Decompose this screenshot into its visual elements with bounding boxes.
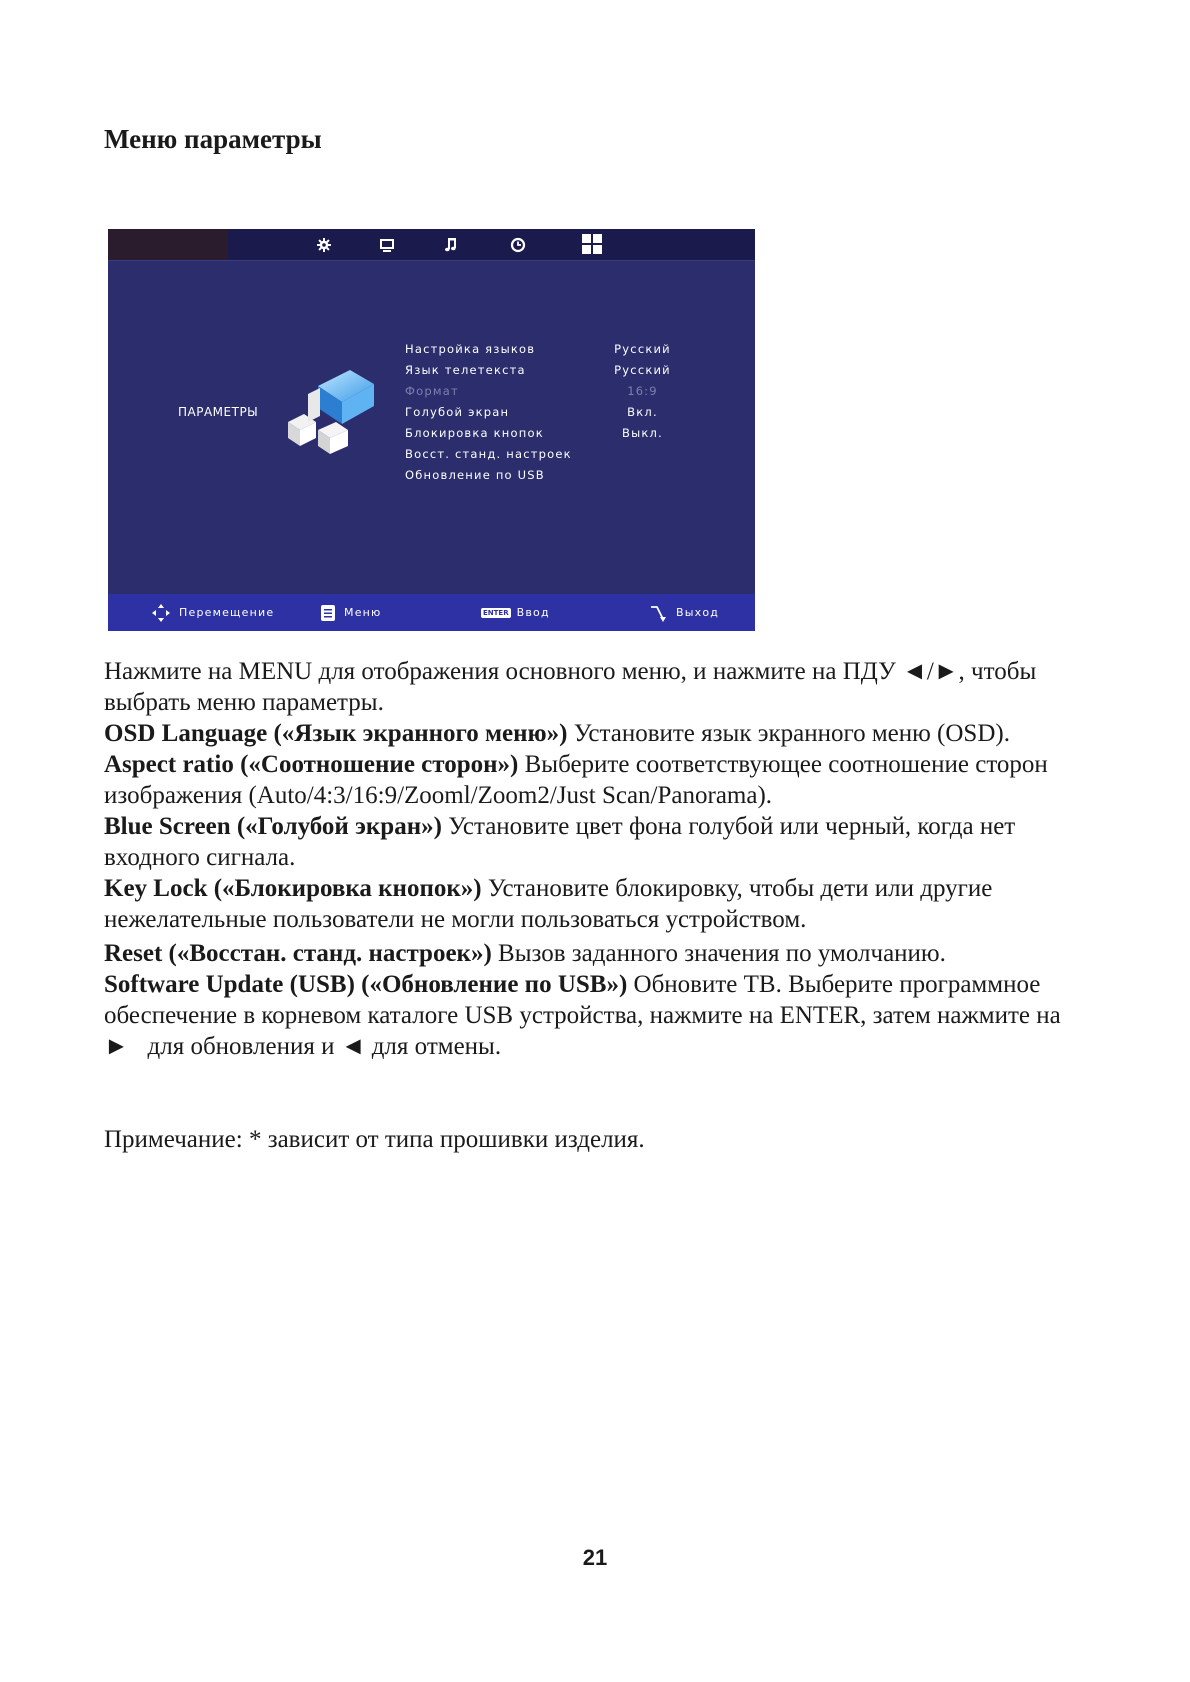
- paragraph-text: Установите блокировку, чтобы дети или другие нежелательные пользователи не могли пользоваться устройством.: [104, 875, 993, 933]
- paragraph-text: Выберите соответствующее соотношение сторон изображения (Auto/4:3/16:9/Zooml/Zoom2/Just Scan/Panorama).: [104, 751, 1048, 809]
- paragraph-text: Вызов заданного значения по умолчанию.: [491, 940, 946, 967]
- osd-hint-exit: [648, 594, 719, 631]
- term-bold: Key Lock («Блокировка кнопок»): [104, 875, 482, 902]
- paragraph-key-lock: [104, 873, 1104, 935]
- paragraph-text: Нажмите на MENU для отображения основного меню, и нажмите на ПДУ ◄/►, чтобы выбрать меню параметры.: [104, 658, 1037, 716]
- osd-menu-item-disabled: [405, 381, 695, 402]
- section-heading: Меню параметры: [104, 124, 322, 154]
- osd-menu-item[interactable]: [405, 402, 695, 423]
- osd-item-value: Русский: [614, 342, 671, 356]
- osd-item-label: Формат: [405, 384, 459, 398]
- navigate-arrows-icon: [151, 603, 171, 623]
- osd-item-label: Настройка языков: [405, 342, 536, 356]
- paragraph-reset: [104, 938, 1104, 969]
- term-bold: Blue Screen («Голубой экран»): [104, 813, 442, 840]
- osd-menu-item[interactable]: [405, 360, 695, 381]
- osd-item-value: Выкл.: [622, 426, 663, 440]
- osd-item-label: Язык телетекста: [405, 363, 526, 377]
- osd-item-label: Голубой экран: [405, 405, 510, 419]
- return-arrow-icon: [648, 603, 668, 623]
- osd-tab-bar-corner: [108, 229, 228, 260]
- osd-menu-item[interactable]: [405, 465, 695, 486]
- osd-hint-menu-label: Меню: [344, 606, 382, 619]
- osd-item-label: Обновление по USB: [405, 468, 545, 482]
- music-note-icon[interactable]: [441, 235, 461, 255]
- paragraph-text: Установите цвет фона голубой или черный, когда нет входного сигнала.: [104, 813, 1016, 871]
- osd-item-value: Вкл.: [627, 405, 658, 419]
- menu-document-icon: [320, 604, 336, 622]
- osd-hint-move-label: Перемещение: [179, 606, 275, 619]
- osd-menu-title: ПАРАМЕТРЫ: [178, 405, 259, 419]
- monitor-icon[interactable]: [377, 235, 397, 255]
- settings-cubes-icon: [280, 364, 380, 464]
- term-bold: OSD Language («Язык экранного меню»): [104, 720, 568, 747]
- osd-menu-item[interactable]: [405, 423, 695, 444]
- osd-hint-move: [151, 594, 274, 631]
- gear-icon[interactable]: [314, 235, 334, 255]
- osd-menu-item[interactable]: [405, 339, 695, 360]
- paragraph-aspect-ratio: [104, 749, 1104, 811]
- osd-hint-enter: [481, 594, 550, 631]
- description-text: [104, 656, 1104, 1062]
- osd-hint-exit-label: Выход: [676, 606, 720, 619]
- enter-key-icon: ENTER: [483, 608, 509, 617]
- osd-item-value: 16:9: [627, 384, 658, 398]
- paragraph-text: Обновите ТВ. Выберите программное обеспечение в корневом каталоге USB устройства, нажмите на ENTER, затем нажмите на ► для обновления и ◄ для отмены.: [104, 971, 1080, 1060]
- osd-menu-list: [405, 339, 695, 486]
- tv-osd-screenshot: [108, 229, 755, 631]
- osd-tab-bar: [108, 229, 755, 261]
- page-number: 21: [582, 1545, 608, 1570]
- clock-icon[interactable]: [508, 235, 528, 255]
- paragraph-text: Установите язык экранного меню (OSD).: [567, 720, 1010, 747]
- osd-hint-menu: [320, 594, 382, 631]
- osd-menu-item[interactable]: [405, 444, 695, 465]
- paragraph-osd-language: [104, 718, 1104, 749]
- term-bold: Software Update (USB) («Обновление по USB»): [104, 971, 628, 998]
- term-bold: Reset («Восстан. станд. настроек»): [104, 940, 492, 967]
- osd-item-label: Блокировка кнопок: [405, 426, 544, 440]
- paragraph-blue-screen: [104, 811, 1104, 873]
- grid-icon[interactable]: [581, 233, 603, 255]
- paragraph-software-update: [104, 969, 1104, 1062]
- osd-hint-enter-label: Ввод: [516, 606, 550, 619]
- osd-item-label: Восст. станд. настроек: [405, 447, 572, 461]
- term-bold: Aspect ratio («Соотношение сторон»): [104, 751, 519, 778]
- paragraph-intro: [104, 656, 1104, 718]
- osd-hint-bar: [108, 594, 755, 631]
- osd-item-value: Русский: [614, 363, 671, 377]
- footnote: Примечание: * зависит от типа прошивки изделия.: [104, 1126, 645, 1153]
